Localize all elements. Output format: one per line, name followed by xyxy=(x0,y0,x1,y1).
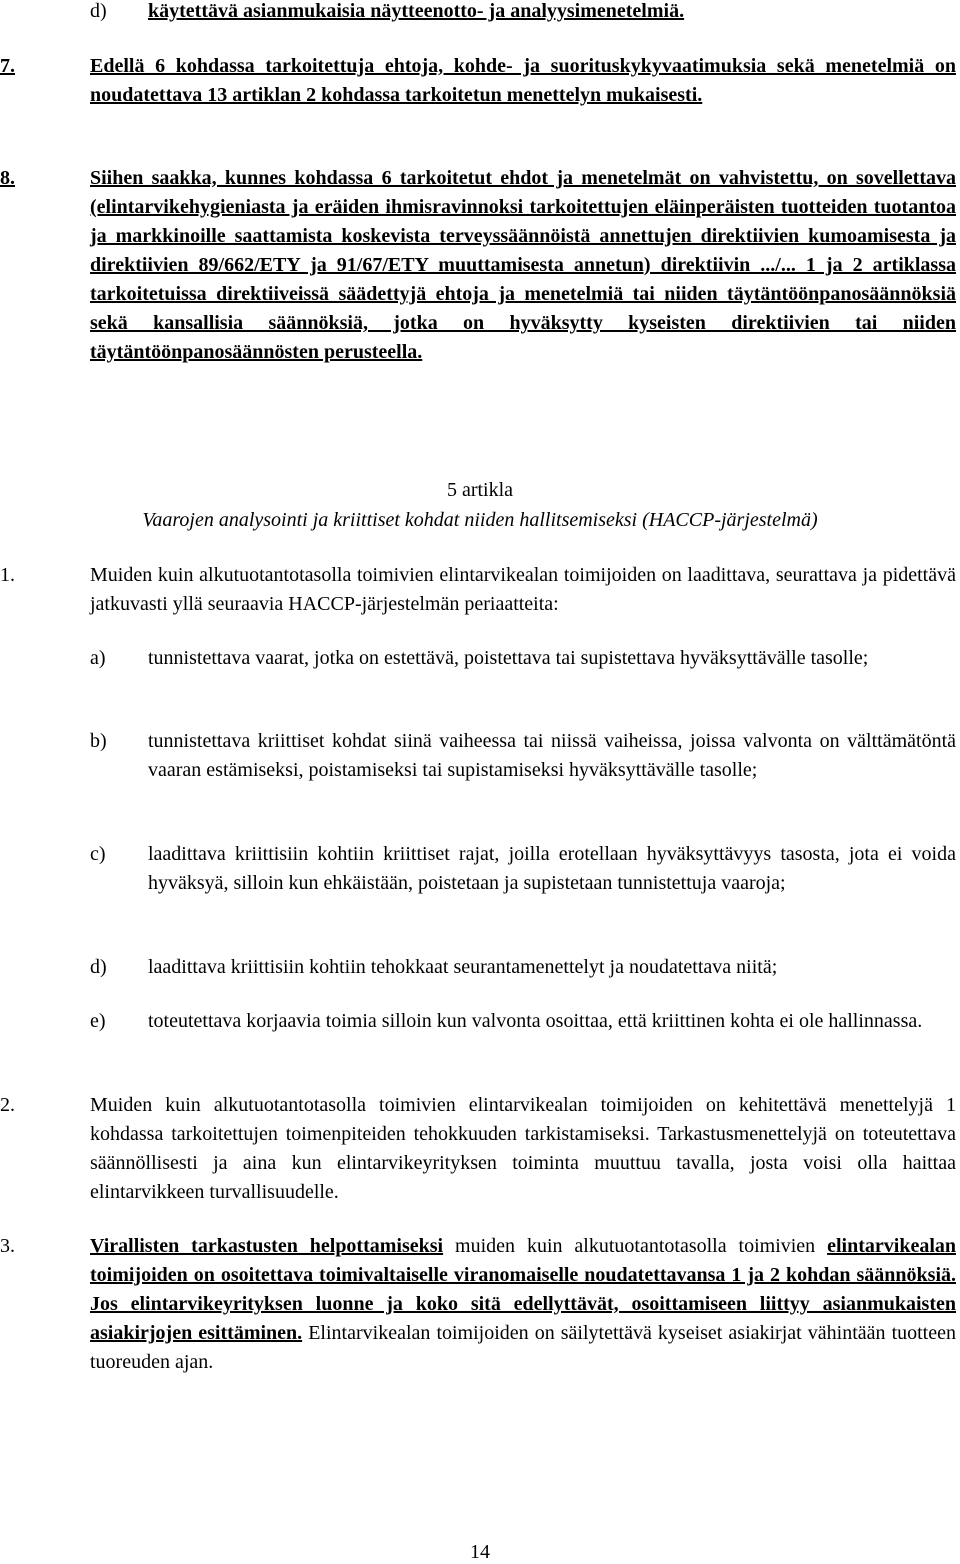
article-number: 5 artikla xyxy=(446,479,514,501)
list-item-label: d) xyxy=(90,956,107,978)
list-item-text: tunnistettava vaarat, jotka on estettävä, poistettava tai supistettava hyväksyttävälle tasolle; xyxy=(148,647,869,669)
list-item-label: b) xyxy=(90,730,107,752)
top-item-label: d) xyxy=(90,0,107,22)
section-1-number: 1. xyxy=(0,564,15,586)
section-2-text: Muiden kuin alkutuotantotasolla toimivien elintarvikealan toimijoiden on kehitettävä menettelyjä 1 kohdassa tarkoitettujen toimenpiteiden tehokkuuden tarkistamiseksi. Tarkastusmenettelyjä on toteutettava säännöllisesti ja aina kun elintarvikeyrityksen toiminta muuttuu tavalla, josta voisi olla haittaa elintarvikkeen turvallisuudelle. xyxy=(90,1094,956,1203)
section-3-plain-tail: Elintarvikealan toimijoiden on säilytettävä kyseiset asiakirjat vähintään tuotteen tuoreuden ajan. xyxy=(90,1322,956,1373)
list-item-label: e) xyxy=(90,1010,106,1032)
section-1-text: Muiden kuin alkutuotantotasolla toimivien elintarvikealan toimijoiden on laadittava, seurattava ja pidettävä jatkuvasti yllä seuraavia HACCP-järjestelmän periaatteita: xyxy=(90,564,956,615)
article-title: Vaarojen analysointi ja kriittiset kohdat niiden hallitsemiseksi (HACCP-järjestelmä) xyxy=(142,509,818,531)
list-item-text: tunnistettava kriittiset kohdat siinä vaiheessa tai niissä vaiheissa, joissa valvonta on välttämätöntä vaaran estämiseksi, poistamiseksi tai supistamiseksi hyväksyttävälle tasolle; xyxy=(148,730,956,781)
paragraph-8-text: Siihen saakka, kunnes kohdassa 6 tarkoitetut ehdot ja menetelmät on vahvistettu, on sovellettava (elintarvikehygieniasta ja eräiden ihmisravinnoksi tarkoitettujen eläinperäisten tuotteiden tuotantoa ja markkinoille saattamista koskevista terveyssäännöistä annettujen direktiivien kumoamisesta ja direktiivien 89/662/ETY ja 91/67/ETY muuttamisesta annetun) direktiivin .../... 1 ja 2 artiklassa tarkoitetuissa direktiiveissä säädettyjä ehtoja ja menetelmiä tai niiden täytäntöönpanosäännöksiä sekä kansallisia säännöksiä, jotka on hyväksytty kyseisten direktiivien tai niiden täytäntöönpanosäännösten perusteella. xyxy=(90,167,956,363)
paragraph-7-text: Edellä 6 kohdassa tarkoitettuja ehtoja, kohde- ja suorituskykyvaatimuksia sekä menetelmiä on noudatettava 13 artiklan 2 kohdassa tarkoitetun menettelyn mukaisesti. xyxy=(90,55,956,106)
list-item-text: laadittava kriittisiin kohtiin tehokkaat seurantamenettelyt ja noudatettava niitä; xyxy=(148,956,778,978)
section-2-number: 2. xyxy=(0,1094,15,1116)
section-3-number: 3. xyxy=(0,1235,15,1257)
list-item-text: laadittava kriittisiin kohtiin kriittiset rajat, joilla erotellaan hyväksyttävyys tasosta, jota ei voida hyväksyä, silloin kun ehkäistään, poistetaan ja supistetaan tunnistettuja vaaroja; xyxy=(148,843,956,894)
section-3-plain-mid: muiden kuin alkutuotantotasolla toimivien xyxy=(443,1235,828,1257)
paragraph-8-number: 8. xyxy=(0,167,15,189)
list-item-label: a) xyxy=(90,647,106,669)
list-item-label: c) xyxy=(90,843,106,865)
section-3-text xyxy=(90,1232,956,1377)
paragraph-7-number: 7. xyxy=(0,55,15,77)
section-3-amended-text: elintarvikealan toimijoiden on osoitettava toimivaltaiselle viranomaiselle noudatettavansa 1 ja 2 kohdan säännöksiä. Jos elintarvikeyrityksen luonne ja koko sitä edellyttävät, osoittamiseen liittyy asianmukaisten asiakirjojen esittäminen. xyxy=(90,1235,956,1344)
section-3-bold-lead: Virallisten tarkastusten helpottamiseksi xyxy=(90,1235,444,1257)
top-item-text: käytettävä asianmukaisia näytteenotto- ja analyysimenetelmiä. xyxy=(148,0,685,22)
page-number: 14 xyxy=(470,1541,490,1563)
list-item-text: toteutettava korjaavia toimia silloin kun valvonta osoittaa, että kriittinen kohta ei ole hallinnassa. xyxy=(148,1010,923,1032)
